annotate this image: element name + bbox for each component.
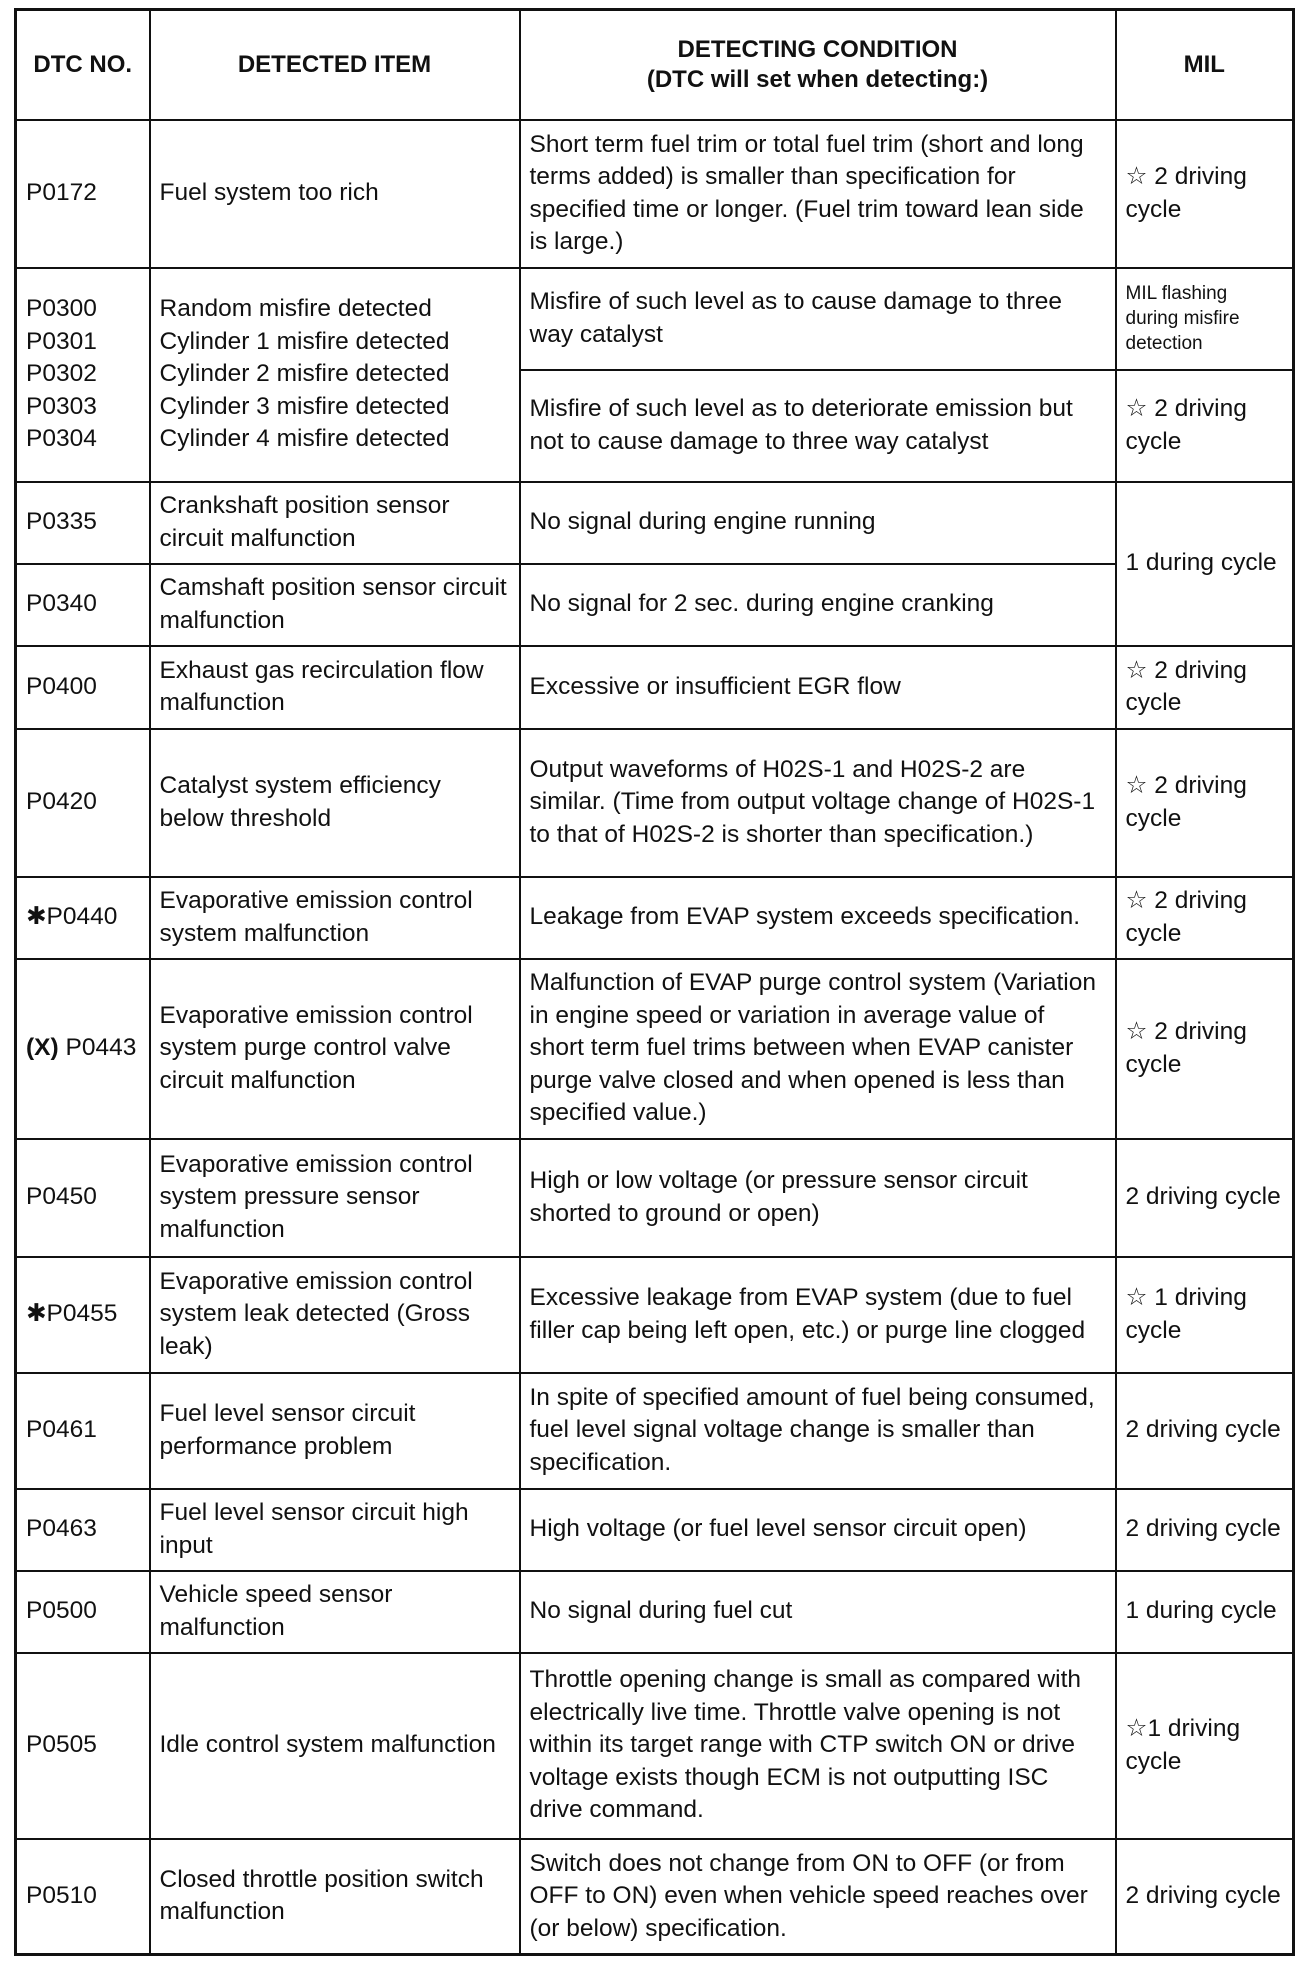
dtc-code <box>16 959 150 1139</box>
mil-value: 2 driving cycle <box>1116 1139 1294 1257</box>
detecting-condition: No signal during engine running <box>520 482 1116 564</box>
detected-item: Vehicle speed sensor malfunction <box>150 1571 520 1653</box>
dtc-prefix: (X) <box>26 1034 59 1062</box>
table-row <box>16 1257 1294 1373</box>
header-dtc-no: DTC NO. <box>16 10 150 120</box>
detected-item: Idle control system malfunction <box>150 1653 520 1839</box>
dtc-code: P0461 <box>16 1373 150 1489</box>
dtc-prefix: ✱ <box>26 1300 47 1328</box>
table-row <box>16 1839 1294 1955</box>
mil-value: ☆ 2 driving cycle <box>1116 120 1294 268</box>
mil-value: ☆1 driving cycle <box>1116 1653 1294 1839</box>
mil-value: ☆ 2 driving cycle <box>1116 646 1294 729</box>
dtc-code: P0400 <box>16 646 150 729</box>
dtc-table <box>14 8 1295 1956</box>
mil-value: 1 during cycle <box>1116 482 1294 646</box>
detecting-condition: Throttle opening change is small as compared with electrically live time. Throttle valve opening is not within its target range with CTP switch ON or drive voltage exists though ECM is not outputting ISC drive command. <box>520 1653 1116 1839</box>
detecting-condition: High voltage (or fuel level sensor circuit open) <box>520 1489 1116 1571</box>
mil-value: ☆ 2 driving cycle <box>1116 959 1294 1139</box>
detected-item: Closed throttle position switch malfunction <box>150 1839 520 1955</box>
mil-value: ☆ 1 driving cycle <box>1116 1257 1294 1373</box>
header-condition-subtitle: (DTC will set when detecting:) <box>646 65 989 93</box>
header-condition-title: DETECTING CONDITION <box>677 35 958 63</box>
detected-item: Crankshaft position sensor circuit malfunction <box>150 482 520 564</box>
mil-value: 2 driving cycle <box>1116 1489 1294 1571</box>
detecting-condition: Misfire of such level as to cause damage to three way catalyst <box>520 268 1116 370</box>
table-row <box>16 1653 1294 1839</box>
dtc-code: P0500 <box>16 1571 150 1653</box>
dtc-code: P0463 <box>16 1489 150 1571</box>
dtc-code: P0340 <box>16 564 150 646</box>
mil-value: ☆ 2 driving cycle <box>1116 877 1294 959</box>
detecting-condition: Misfire of such level as to deteriorate emission but not to cause damage to three way catalyst <box>520 370 1116 482</box>
dtc-code: P0450 <box>16 1139 150 1257</box>
detected-item: Exhaust gas recirculation flow malfunction <box>150 646 520 729</box>
detecting-condition: No signal during fuel cut <box>520 1571 1116 1653</box>
dtc-code: P0300 P0301 P0302 P0303 P0304 <box>16 268 150 482</box>
detected-item: Evaporative emission control system malfunction <box>150 877 520 959</box>
mil-value: MIL flashing during misfire detection <box>1116 268 1294 370</box>
header-row <box>16 10 1294 120</box>
header-detected-item: DETECTED ITEM <box>150 10 520 120</box>
header-mil: MIL <box>1116 10 1294 120</box>
table-row <box>16 564 1294 646</box>
detecting-condition: Output waveforms of H02S-1 and H02S-2 are similar. (Time from output voltage change of H02S-1 to that of H02S-2 is shorter than specification.) <box>520 729 1116 877</box>
header-detecting-condition <box>520 10 1116 120</box>
detecting-condition: Excessive leakage from EVAP system (due to fuel filler cap being left open, etc.) or purge line clogged <box>520 1257 1116 1373</box>
mil-value: 1 during cycle <box>1116 1571 1294 1653</box>
table-row <box>16 646 1294 729</box>
table-row <box>16 120 1294 268</box>
detected-item: Evaporative emission control system leak detected (Gross leak) <box>150 1257 520 1373</box>
detected-item: Camshaft position sensor circuit malfunction <box>150 564 520 646</box>
table-row <box>16 877 1294 959</box>
dtc-code <box>16 877 150 959</box>
dtc-code: P0510 <box>16 1839 150 1955</box>
detecting-condition: Switch does not change from ON to OFF (or from OFF to ON) even when vehicle speed reaches over (or below) specification. <box>520 1839 1116 1955</box>
table-row <box>16 482 1294 564</box>
detecting-condition: Excessive or insufficient EGR flow <box>520 646 1116 729</box>
mil-value: 2 driving cycle <box>1116 1839 1294 1955</box>
table-row <box>16 1489 1294 1571</box>
table-row <box>16 268 1294 370</box>
dtc-table-page <box>14 8 1292 1956</box>
dtc-prefix: ✱ <box>26 903 47 931</box>
detected-item: Evaporative emission control system pressure sensor malfunction <box>150 1139 520 1257</box>
dtc-code: P0505 <box>16 1653 150 1839</box>
detecting-condition: High or low voltage (or pressure sensor circuit shorted to ground or open) <box>520 1139 1116 1257</box>
detected-item: Catalyst system efficiency below threshold <box>150 729 520 877</box>
detecting-condition: Short term fuel trim or total fuel trim (short and long terms added) is smaller than specification for specified time or longer. (Fuel trim toward lean side is large.) <box>520 120 1116 268</box>
detecting-condition: Leakage from EVAP system exceeds specification. <box>520 877 1116 959</box>
mil-value: 2 driving cycle <box>1116 1373 1294 1489</box>
table-row <box>16 959 1294 1139</box>
dtc-code: P0335 <box>16 482 150 564</box>
detected-item: Evaporative emission control system purge control valve circuit malfunction <box>150 959 520 1139</box>
dtc-code <box>16 1257 150 1373</box>
table-row <box>16 1139 1294 1257</box>
dtc-code: P0172 <box>16 120 150 268</box>
table-row <box>16 729 1294 877</box>
dtc-number: P0440 <box>46 903 118 931</box>
table-row <box>16 1373 1294 1489</box>
dtc-number: P0443 <box>58 1034 137 1062</box>
table-row <box>16 1571 1294 1653</box>
dtc-number: P0455 <box>46 1300 118 1328</box>
detected-item: Fuel level sensor circuit performance problem <box>150 1373 520 1489</box>
detected-item: Fuel level sensor circuit high input <box>150 1489 520 1571</box>
detected-item: Fuel system too rich <box>150 120 520 268</box>
detecting-condition: In spite of specified amount of fuel being consumed, fuel level signal voltage change is smaller than specification. <box>520 1373 1116 1489</box>
detected-item: Random misfire detected Cylinder 1 misfire detected Cylinder 2 misfire detected Cylinder 3 misfire detected Cylinder 4 misfire detected <box>150 268 520 482</box>
detecting-condition: Malfunction of EVAP purge control system (Variation in engine speed or variation in average value of short term fuel trims between when EVAP canister purge valve closed and when opened is less than specified value.) <box>520 959 1116 1139</box>
mil-value: ☆ 2 driving cycle <box>1116 729 1294 877</box>
mil-value: ☆ 2 driving cycle <box>1116 370 1294 482</box>
detecting-condition: No signal for 2 sec. during engine cranking <box>520 564 1116 646</box>
dtc-code: P0420 <box>16 729 150 877</box>
